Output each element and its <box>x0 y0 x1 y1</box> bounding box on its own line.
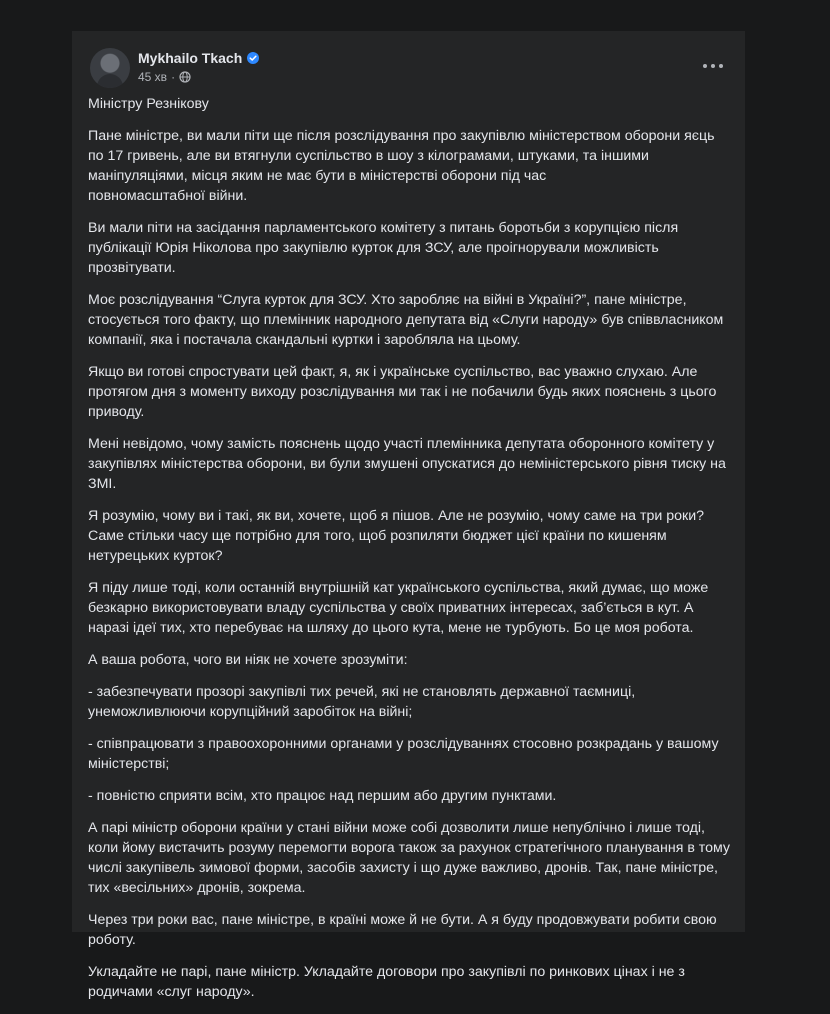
post-card <box>72 31 745 1000</box>
paragraph: - забезпечувати прозорі закупівлі тих речей, які не становлять державної таємниці, унеможливлюючи корупційний заробіток на війні; <box>88 684 636 720</box>
paragraph: - співпрацювати з правоохоронними органами у розслідуваннях стосовно розкрадань у вашому міністерстві; <box>88 736 719 772</box>
paragraph: - повністю сприяти всім, хто працює над першим або другим пунктами. <box>88 788 557 804</box>
more-options-icon[interactable] <box>697 54 729 78</box>
author-avatar[interactable] <box>90 48 130 88</box>
verified-badge-icon <box>247 52 259 64</box>
post-timestamp[interactable]: 45 хв <box>138 70 168 84</box>
globe-icon[interactable] <box>179 71 191 83</box>
paragraph: Через три роки вас, пане міністре, в країні може й не бути. А я буду продовжувати робити свою роботу. <box>88 912 717 948</box>
paragraph: А ваша робота, чого ви ніяк не хочете зрозуміти: <box>88 652 408 668</box>
post-text <box>88 94 733 1014</box>
meta-separator: · <box>171 70 176 84</box>
paragraph: Якщо ви готові спростувати цей факт, я, як і українське суспільство, вас уважно слухаю. Але протягом дня з моменту виходу розслідування ми так і не побачили будь яких пояснень з цього приводу. <box>88 364 717 420</box>
paragraph: Укладайте не парі, пане міністр. Укладайте договори про закупівлі по ринкових цінах і не з родичами «слуг народу». <box>88 964 685 1000</box>
paragraph: А парі міністр оборони країни у стані війни може собі дозволити лише непублічно і лише тоді, коли йому вистачить розуму перемогти ворога також за рахунок стратегічного планування в тому числі закупівель зимової форми, засобів захисту і що дуже важливо, дронів. Так, пане міністре, тих «весільних» дронів, зокрема. <box>88 820 731 896</box>
post-header <box>90 48 729 90</box>
author-name[interactable]: Mykhailo Tkach <box>138 50 243 66</box>
avatar-figure <box>97 74 123 88</box>
paragraph: Мені невідомо, чому замість пояснень щодо участі племінника депутата оборонного комітету у закупівлях міністерства оборони, ви були змушені опускатися до неміністерського рівня тиску на ЗМІ. <box>88 436 726 492</box>
paragraph: Ви мали піти на засідання парламентського комітету з питань боротьби з корупцією після публікації Юрія Ніколова про закупівлю курток для ЗСУ, але проігнорували можливість прозвітувати. <box>88 220 679 276</box>
paragraph: Я піду лише тоді, коли останній внутрішній кат українського суспільства, який думає, що може безкарно використовувати владу суспільства у своїх приватних інтересах, заб’ється в кут. А наразі ідеї тих, хто перебуває на шляху до цього кута, мене не турбують. Бо це моя робота. <box>88 580 709 636</box>
paragraph: Моє розслідування “Слуга курток для ЗСУ. Хто заробляє на війні в Україні?”, пане міністре, стосується того факту, що племінник народного депутата від «Слуги народу» був співвласником компанії, яка і постачала скандальні куртки і заробляла на цьому. <box>88 292 724 348</box>
paragraph: Я розумію, чому ви і такі, як ви, хочете, щоб я пішов. Але не розумію, чому саме на три роки? Саме стільки часу ще потрібно для того, щоб розпиляти бюджет цієї країни по кишеням нетурецьких курток? <box>88 508 705 564</box>
paragraph: Пане міністре, ви мали піти ще після розслідування про закупівлю міністерством оборони яєць по 17 гривень, але ви втягнули суспільство в шоу з кілограмами, штуками, та іншими маніпуляціями, місця яким не має бути в міністерстві оборони під час повномасштабної війни. <box>88 128 715 204</box>
author-name-row <box>138 50 259 66</box>
post-meta <box>138 70 191 84</box>
paragraph: Міністру Резнікову <box>88 96 209 112</box>
